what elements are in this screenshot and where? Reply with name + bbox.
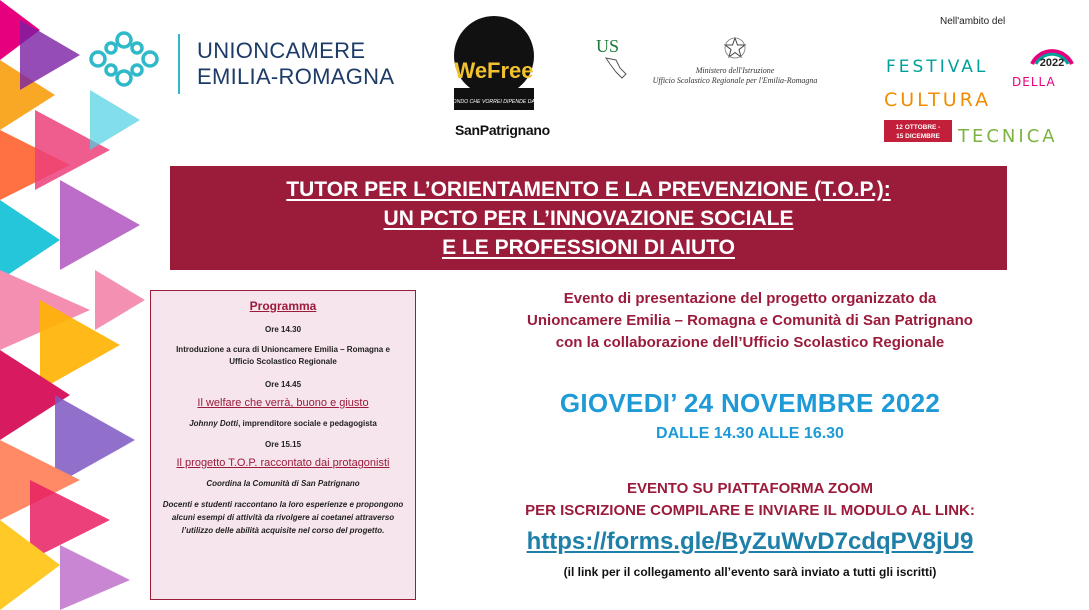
programma-time-1: Ore 14.30 — [264, 325, 302, 334]
event-platform: EVENTO SU PIATTAFORMA ZOOM — [626, 480, 874, 497]
event-register-instructions: PER ISCRIZIONE COMPILARE E INVIARE IL MODULO AL LINK: — [525, 502, 975, 519]
sanpatrignano-wordmark: SanPatrignano — [455, 122, 550, 138]
svg-text:15 DICEMBRE: 15 DICEMBRE — [896, 133, 940, 140]
event-date: GIOVEDI’ 24 NOVEMBRE 2022 — [559, 388, 941, 418]
programma-title-2: Il welfare che verrà, buono e giusto — [197, 397, 369, 409]
wefree-tagline: IL MONDO CHE VORREI DIPENDE DA NOI — [442, 99, 546, 105]
festival-year: 2022 — [1039, 57, 1065, 69]
ministero-block — [640, 36, 830, 86]
programma-box — [150, 290, 416, 600]
programma-desc-3: Docenti e studenti raccontano la loro esperienze e propongono alcuni esempi di attività da rivolgere ai coetanei attraverso l’utilizzo delle abilità acquisite nel corso del progetto. — [162, 500, 404, 535]
programma-time-2: Ore 14.45 — [264, 380, 302, 389]
programma-speaker-2 — [151, 419, 415, 428]
event-registration-info — [440, 478, 1060, 522]
svg-text:CULTURA: CULTURA — [884, 89, 992, 111]
event-intro-line-1: Evento di presentazione del progetto organizzato da — [563, 290, 937, 307]
svg-text:12 OTTOBRE -: 12 OTTOBRE - — [895, 124, 941, 131]
usr-map-logo-icon — [596, 34, 632, 84]
programma-time-3: Ore 15.15 — [264, 440, 302, 449]
unioncamere-logo-icon — [84, 28, 164, 90]
ministry-name: Ministero dell'Istruzione — [695, 66, 775, 75]
wefree-logo-icon — [442, 10, 546, 122]
registration-link[interactable]: https://forms.gle/ByZuWvD7cdqPV8jU9 — [526, 528, 974, 555]
event-intro-line-3: con la collaborazione dell’Ufficio Scolastico Regionale — [555, 334, 945, 351]
event-intro-line-2: Unioncamere Emilia – Romagna e Comunità di San Patrignano — [527, 312, 973, 329]
programma-coord-3: Coordina la Comunità di San Patrignano — [206, 479, 360, 488]
unioncamere-line2: EMILIA-ROMAGNA — [197, 64, 395, 89]
svg-text:DELLA: DELLA — [1012, 75, 1056, 89]
programma-title-3: Il progetto T.O.P. raccontato dai protagonisti — [176, 457, 390, 469]
event-link-note: (il link per il collegamento all’evento sarà inviato a tutti gli iscritti) — [563, 565, 937, 579]
italian-republic-emblem-icon — [723, 36, 747, 62]
speaker-name: Johnny Dotti — [189, 419, 239, 428]
decorative-triangles — [0, 0, 150, 610]
banner-line-1: TUTOR PER L’ORIENTAMENTO E LA PREVENZIONE (T.O.P.): — [286, 178, 891, 201]
title-banner — [170, 166, 1007, 270]
event-intro — [440, 288, 1060, 354]
programma-desc-1: Introduzione a cura di Unioncamere Emilia – Romagna e Ufficio Scolastico Regionale — [176, 345, 390, 366]
speaker-role: , imprenditore sociale e pedagogista — [238, 419, 377, 428]
svg-text:TECNICA: TECNICA — [958, 126, 1058, 147]
wefree-name: WeFree — [454, 58, 534, 83]
festival-cultura-tecnica-logo-icon — [882, 34, 1072, 158]
logo-divider — [178, 34, 180, 94]
usr-mark: US — [596, 36, 620, 56]
festival-intro-text: Nell'ambito del — [940, 16, 1006, 27]
banner-line-3: E LE PROFESSIONI DI AIUTO — [442, 236, 735, 259]
svg-text:FESTIVAL: FESTIVAL — [886, 57, 989, 77]
usr-office-name: Ufficio Scolastico Regionale per l'Emilia-Romagna — [652, 76, 818, 85]
banner-line-2: UN PCTO PER L’INNOVAZIONE SOCIALE — [383, 207, 794, 230]
unioncamere-line1: UNIONCAMERE — [197, 38, 366, 63]
programma-heading: Programma — [249, 299, 317, 313]
event-time: DALLE 14.30 ALLE 16.30 — [656, 425, 844, 442]
unioncamere-wordmark — [197, 38, 394, 90]
